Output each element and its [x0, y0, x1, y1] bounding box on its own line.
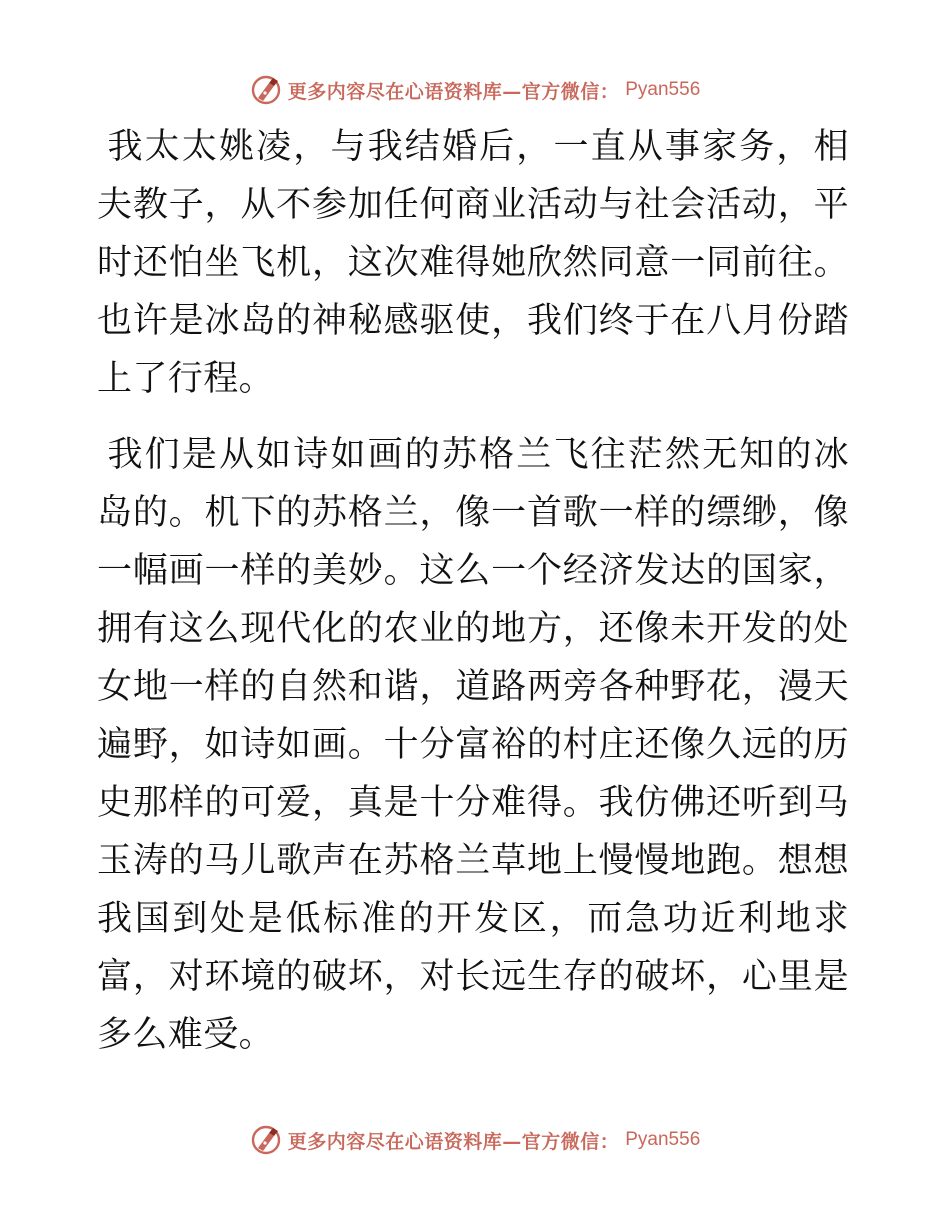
watermark-text: 更多内容尽在心语资料库—官方微信： [287, 80, 620, 103]
paragraph-1: 我太太姚凌，与我结婚后，一直从事家务，相夫教子，从不参加任何商业活动与社会活动，平时还怕坐飞机，这次难得她欣然同意一同前往。也许是冰岛的神秘感驱使，我们终于在八月份踏上了行程。 [97, 127, 849, 399]
footer-watermark-banner [0, 1120, 950, 1160]
document-body [97, 118, 849, 1064]
watermark-text: 更多内容尽在心语资料库—官方微信： [287, 1130, 620, 1153]
paragraph-2: 我们是从如诗如画的苏格兰飞往茫然无知的冰岛的。机下的苏格兰，像一首歌一样的缥缈，像一幅画一样的美妙。这么一个经济发达的国家，拥有这么现代化的农业的地方，还像未开发的处女地一样的自然和谐，道路两旁各种野花，漫天遍野，如诗如画。十分富裕的村庄还像久远的历史那样的可爱，真是十分难得。我仿佛还听到马玉涛的马儿歌声在苏格兰草地上慢慢地跑。想想我国到处是低标准的开发区，而急功近利地求富，对环境的破坏，对长远生存的破坏，心里是多么难受。 [97, 435, 849, 1055]
pen-logo-icon [250, 1124, 282, 1156]
header-watermark-banner [0, 70, 950, 110]
footer-watermark-group [250, 1124, 701, 1156]
header-watermark-group [250, 74, 701, 106]
pen-logo-icon [250, 74, 282, 106]
watermark-account: Pyan556 [625, 79, 701, 100]
watermark-account: Pyan556 [625, 1129, 701, 1150]
